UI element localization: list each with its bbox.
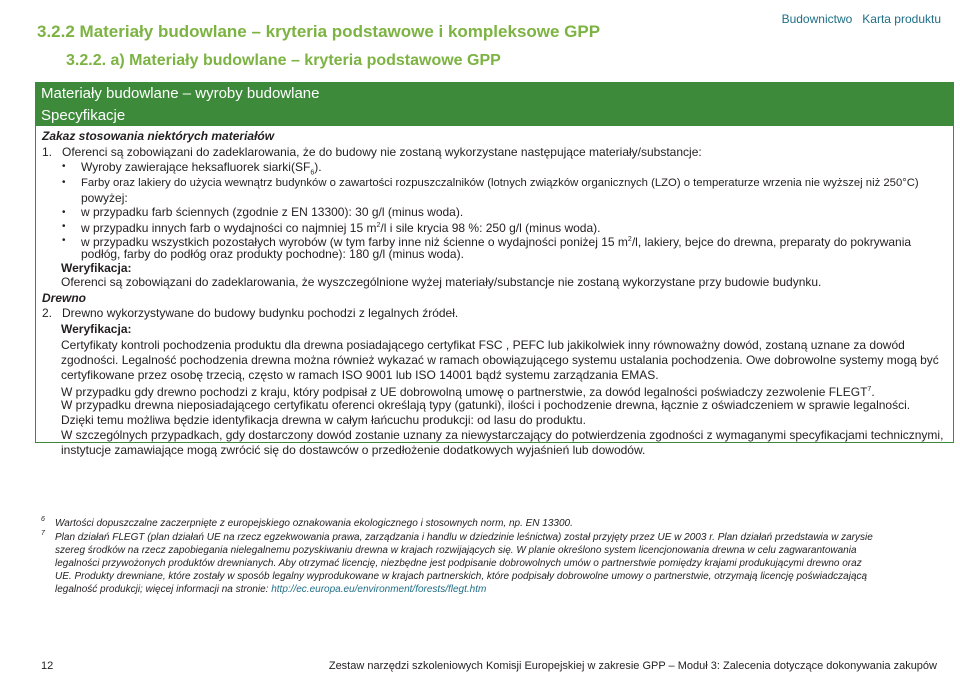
sup-2: 2	[376, 222, 381, 229]
wood-verification-line: instytucje zamawiające mogą zwrócić się do dostawców o przedłożenie dodatkowych wyjaśnień lub dowodów.	[61, 443, 646, 457]
footnote-number: 7	[41, 530, 45, 537]
footnote-7-line: szereg środków na rzecz zapobiegania nielegalnemu pozyskiwaniu drewna w krajach rozwijających się. W planie określono system licencjonowania drewna w celu zagwarantowania	[55, 545, 857, 556]
bullet-sf6-end: ).	[314, 160, 322, 174]
wood-verification-line: Certyfikaty kontroli pochodzenia produktu dla drewna posiadającego certyfikat FSC , PEFC lub jakikolwiek inny równoważny dowód, zostaną uznane za dowód	[61, 338, 905, 352]
bullet-all-products-line2: podłóg, farby do podłóg oraz produkty pochodne): 180 g/l (minus woda).	[81, 247, 464, 261]
bullet-all-products-a: w przypadku wszystkich pozostałych wyrobów (w tym farby inne niż ścienne o wydajności poniżej 15 m	[81, 235, 628, 249]
bullet-all-products-b: /l, lakiery, bejce do drewna, preparaty do pokrywania	[631, 235, 912, 249]
bullet-dot: •	[62, 161, 66, 172]
footnote-number: 6	[41, 516, 45, 523]
sup-2: 2	[627, 236, 632, 243]
flegt-end: .	[871, 385, 875, 399]
bullet-dot: •	[62, 207, 66, 218]
footer-text: Zestaw narzędzi szkoleniowych Komisji Europejskiej w zakresie GPP – Moduł 3: Zalecenia dotyczące dokonywania zakupów	[328, 660, 937, 672]
wood-verification-line: zgodności. Legalność pochodzenia drewna można również wykazać w ramach obowiązującego systemu ustalania pochodzenia. Owe dobrowolne systemy mogą być	[61, 353, 939, 367]
wood-verification-line: Dzięki temu możliwa będzie identyfikacja drewna w całym łańcuchu produkcji: od lasu do produktu.	[61, 413, 586, 427]
sup-7: 7	[867, 386, 872, 393]
bullet-dot: •	[62, 177, 66, 188]
wood-heading: Drewno	[42, 291, 87, 305]
bullet-sf6-text: Wyroby zawierające heksafluorek siarki(SF	[81, 160, 311, 174]
ban-heading: Zakaz stosowania niektórych materiałów	[42, 129, 275, 143]
subsection-title: 3.2.2. a) Materiały budowlane – kryteria podstawowe GPP	[66, 52, 501, 69]
section-title: 3.2.2 Materiały budowlane – kryteria podstawowe i kompleksowe GPP	[37, 22, 601, 41]
banner-subtitle-text: Specyfikacje	[41, 107, 126, 124]
item-1: 1. Oferenci są zobowiązani do zadeklarowania, że do budowy nie zostaną wykorzystane następujące materiały/substancje:	[42, 145, 702, 159]
verification-text: Oferenci są zobowiązani do zadeklarowania, że wyszczególnione wyżej materiały/substancje nie zostaną wykorzystane przy budowie budynku.	[61, 275, 822, 289]
bullet-dot: •	[62, 235, 66, 246]
verification-label-2: Weryfikacja:	[61, 322, 132, 336]
sf6-subscript: 6	[310, 169, 315, 177]
wood-verification-line: W przypadku drewna nieposiadającego certyfikatu oferenci określają typy (gatunki), ilości i pochodzenie drewna, łącznie z oświadczeniem w sprawie legalności.	[61, 398, 911, 412]
footnote-7-text: legalność produkcji; więcej informacji na stronie:	[55, 584, 272, 595]
banner-title	[35, 82, 954, 106]
bullet-other-paints-b: /l i sile krycia 98 %: 250 g/l (minus woda).	[380, 221, 601, 235]
banner-title-text: Materiały budowlane – wyroby budowlane	[41, 85, 320, 102]
footnote-7-line	[55, 583, 486, 596]
page-number: 12	[41, 660, 54, 672]
wood-verification-line: certyfikowane przez osobę trzecią, często w ramach ISO 9001 lub ISO 14001 bądź systemu zarządzania EMAS.	[61, 368, 659, 382]
footnote-6: Wartości dopuszczalne zaczerpnięte z europejskiego oznakowania ekologicznego i stosownych norm, np. EN 13300.	[55, 518, 573, 529]
bullet-other-paints-a: w przypadku innych farb o wydajności co najmniej 15 m	[81, 221, 377, 235]
flegt-link[interactable]: http://ec.europa.eu/environment/forests/flegt.htm	[271, 584, 487, 595]
bullet-dot: •	[62, 221, 66, 232]
verification-label: Weryfikacja:	[61, 261, 132, 275]
bullet-paints-line1: Farby oraz lakiery do użycia wewnątrz budynków o zawartości rozpuszczalników (lotnych związków organicznych (LZO) o temperaturze wrzenia nie wyższej niż 250°C)	[81, 177, 919, 189]
wood-verification-line: W szczególnych przypadkach, gdy dostarczony dowód zostanie uznany za niewystarczający do potwierdzenia zgodności z wymaganymi specyfikacjami technicznymi,	[61, 428, 944, 442]
footnote-7-line: Plan działań FLEGT (plan działań UE na rzecz egzekwowania prawa, zarządzania i handlu w dziedzinie leśnictwa) został przyjęty przez UE w 2003 r. Plan działań przedstawia w zarysie	[55, 532, 873, 543]
flegt-text: W przypadku gdy drewno pochodzi z kraju, który podpisał z UE dobrowolną umowę o partnerstwie, za dowód legalności poświadczy zezwolenie FLEGT	[61, 385, 868, 399]
banner-subtitle	[35, 106, 954, 126]
footnote-7-line: legalności przywożonych produktów drewnianych. Aby otrzymać licencję, niezbędne jest podpisanie dobrowolnych umów o partnerstwie pomiędzy krajami produkującymi drewno oraz	[55, 558, 862, 569]
bullet-wall-paints: w przypadku farb ściennych (zgodnie z EN 13300): 30 g/l (minus woda).	[81, 205, 464, 219]
bullet-paints-line2: powyżej:	[81, 191, 128, 205]
footnote-7-line: UE. Produkty drewniane, które zostały w sposób legalny wyprodukowane w krajach partnerskich, które podpisały dobrowolne umowy o partnerstwie, otrzymają licencję poświadczającą	[55, 571, 868, 582]
item-2: 2. Drewno wykorzystywane do budowy budynku pochodzi z legalnych źródeł.	[42, 306, 459, 320]
top-right-label: Budownictwo Karta produktu	[781, 12, 941, 26]
